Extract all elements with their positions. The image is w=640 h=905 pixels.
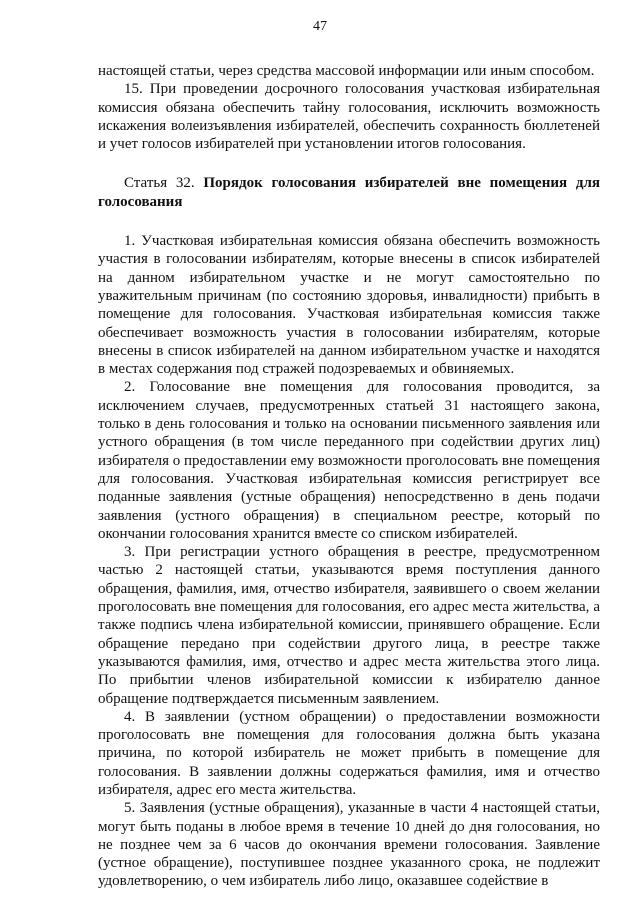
paragraph-15: 15. При проведении досрочного голосования участковая избирательная комиссия обязана обеспечить тайну голосования, исключить возможность искажения волеизъявления избирателей, обеспечить сохранность бюллетеней и учет голосов избирателей при установлении итогов голосования. — [98, 81, 600, 153]
article-number: Статья 32. — [124, 175, 195, 192]
article-paragraph-2: 2. Голосование вне помещения для голосования проводится, за исключением случаев, предусмотренных статьей 31 настоящего закона, только в день голосования и только на основании письменного заявления или устного обращения (в том числе переданного при содействии других лиц) избирателя о предоставлении ему возможности проголосовать вне помещения для голосования. Участковая избирательная комиссия регистрирует все поданные заявления (устные обращения) непосредственно в день подачи заявления (устного обращения) в специальном реестре, который по окончании голосования хранится вместе со списком избирателей. — [98, 379, 600, 542]
article-paragraph-5: 5. Заявления (устные обращения), указанные в части 4 настоящей статьи, могут быть поданы в любое время в течение 10 дней до дня голосования, но не позднее чем за 6 часов до окончания времени голосования. Заявление (устное обращение), поступившее позднее указанного срока, не подлежит удовлетворению, о чем избиратель либо лицо, оказавшее содействие в — [98, 800, 600, 890]
page-number: 47 — [313, 19, 327, 34]
article-heading — [98, 174, 600, 211]
article-paragraph-3: 3. При регистрации устного обращения в реестре, предусмотренном частью 2 настоящей статьи, указываются время поступления данного обращения, фамилия, имя, отчество избирателя, заявившего о своем желании проголосовать вне помещения для голосования, его адрес места жительства, а также подпись члена избирательной комиссии, принявшего обращение. Если обращение передано при содействии другого лица, в реестре также указываются фамилия, имя, отчество и адрес места жительства этого лица. По прибытии членов избирательной комиссии к избирателю данное обращение подтверждается письменным заявлением. — [98, 544, 600, 707]
document-body — [98, 62, 600, 891]
previous-paragraph-continuation: настоящей статьи, через средства массовой информации или иным способом. — [98, 63, 595, 79]
article-title: Порядок голосования избирателей вне помещения для голосования — [98, 175, 600, 210]
article-paragraph-4: 4. В заявлении (устном обращении) о предоставлении возможности проголосовать вне помещения для голосования должна быть указана причина, по которой избиратель не может прибыть в помещение для голосования. В заявлении должны содержаться фамилия, имя и отчество избирателя, адрес его места жительства. — [98, 708, 600, 798]
article-paragraph-1: 1. Участковая избирательная комиссия обязана обеспечить возможность участия в голосовании избирателям, которые внесены в список избирателей на данном избирательном участке и не могут самостоятельно по уважительным причинам (по состоянию здоровья, инвалидности) прибыть в помещение для голосования. Участковая избирательная комиссия также обеспечивает возможность участия в голосовании избирателям, которые внесены в список избирателей на данном избирательном участке и находятся в местах содержания под стражей подозреваемых и обвиняемых. — [98, 233, 600, 378]
